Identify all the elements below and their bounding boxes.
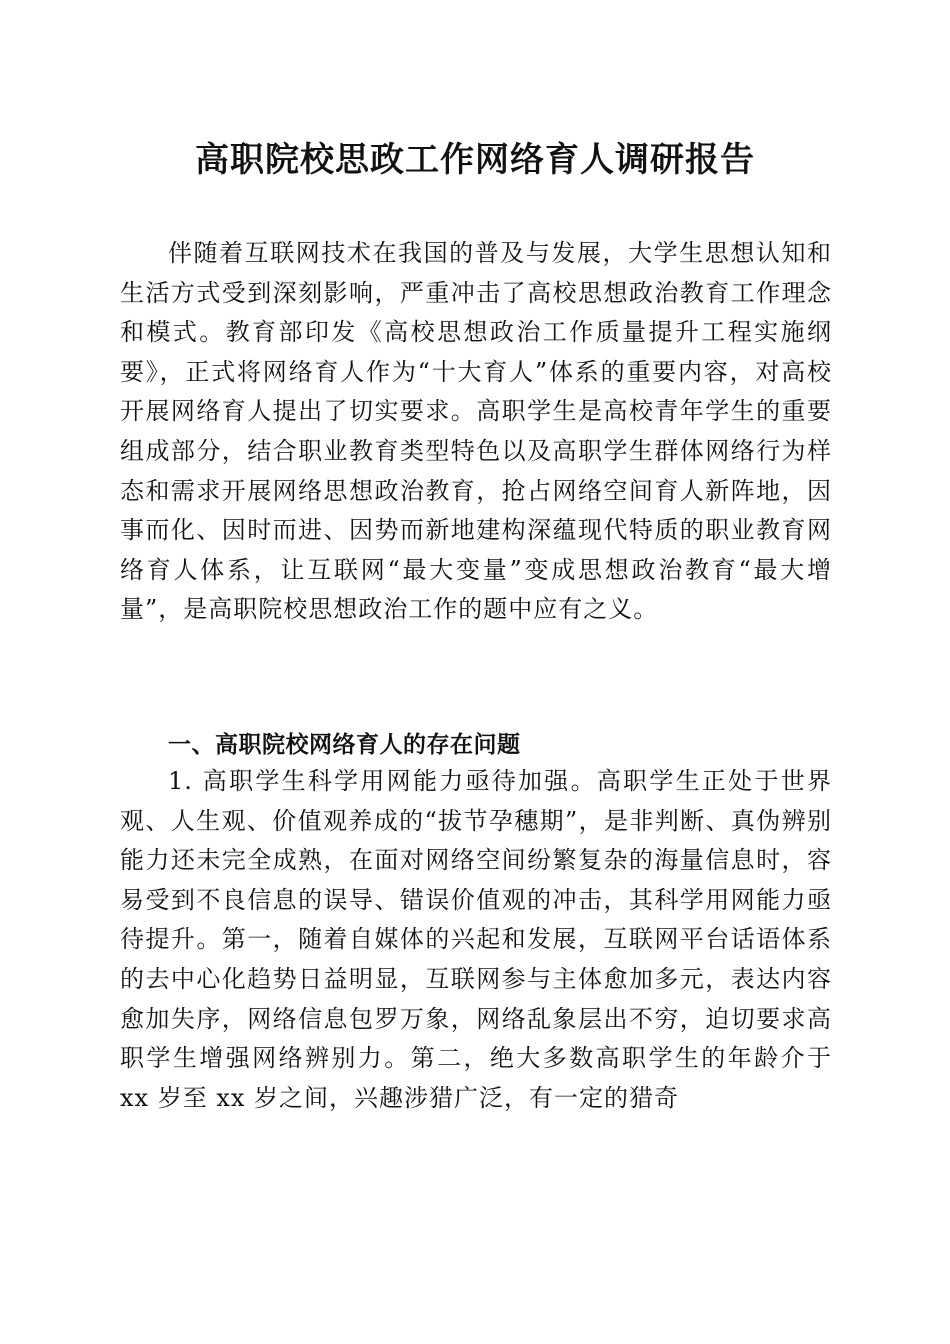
section-1-paragraph-1: 1. 高职学生科学用网能力亟待加强。高职学生正处于世界观、人生观、价值观养成的“拔节孕穗期”，是非判断、真伪辨别能力还未完全成熟，在面对网络空间纷繁复杂的海量信息时，容易受到不良信息的误导、错误价值观的冲击，其科学用网能力亟待提升。第一，随着自媒体的兴起和发展，互联网平台话语体系的去中心化趋势日益明显，互联网参与主体愈加多元，表达内容愈加失序，网络信息包罗万象，网络乱象层出不穷，迫切要求高职学生增强网络辨别力。第二，绝大多数高职学生的年龄介于 xx 岁至 xx 岁之间，兴趣涉猎广泛，有一定的猎奇 — [120, 767, 832, 1112]
intro-paragraph: 伴随着互联网技术在我国的普及与发展，大学生思想认知和生活方式受到深刻影响，严重冲击了高校思想政治教育工作理念和模式。教育部印发《高校思想政治工作质量提升工程实施纲要》，正式将网络育人作为“十大育人”体系的重要内容，对高校开展网络育人提出了切实要求。高职学生是高校青年学生的重要组成部分，结合职业教育类型特色以及高职学生群体网络行为样态和需求开展网络思想政治教育，抢占网络空间育人新阵地，因事而化、因时而进、因势而新地建构深蕴现代特质的职业教育网络育人体系，让互联网“最大变量”变成思想政治教育“最大增量”，是高职院校思想政治工作的题中应有之义。 — [120, 239, 832, 624]
document-title: 高职院校思政工作网络育人调研报告 — [195, 140, 755, 180]
section-heading-1: 一、高职院校网络育人的存在问题 — [168, 732, 521, 758]
